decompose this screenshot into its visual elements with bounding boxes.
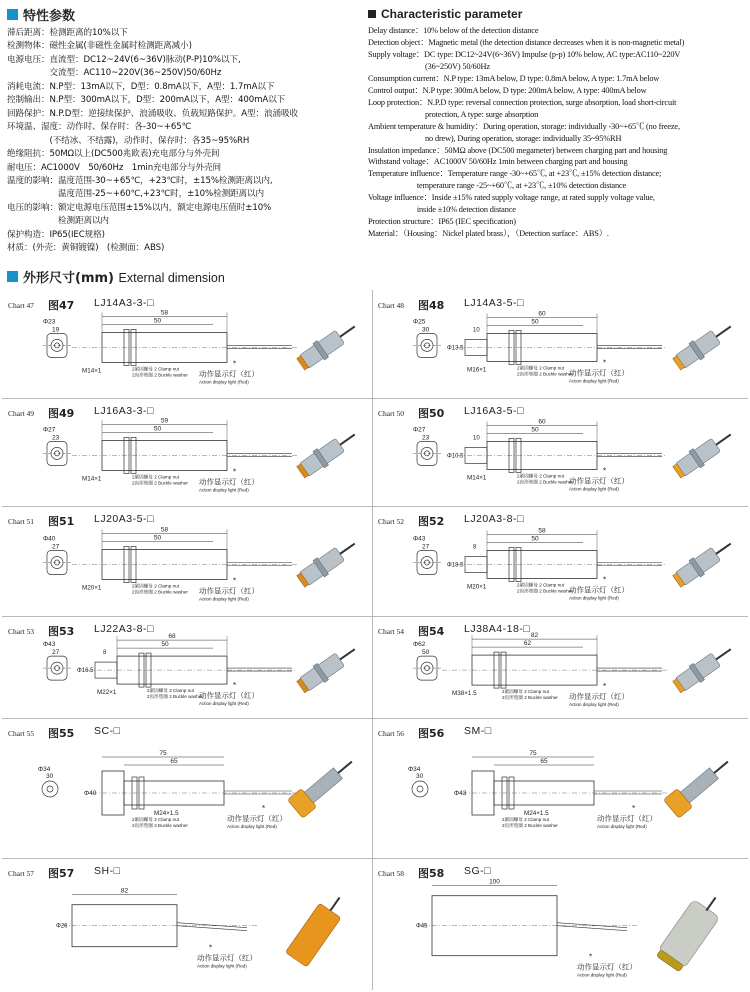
end-view (412, 781, 428, 797)
dimension-cell (2, 506, 372, 616)
dimension-drawing (2, 398, 372, 506)
clamp-nut-label: 2紧固螺母 2 Clamp nut (517, 365, 564, 371)
overall-length-label: 82 (530, 632, 539, 640)
sensor-photo (671, 318, 737, 372)
washer-label: 2齿形垫圈 2 Buckle washer (147, 694, 203, 700)
spec-line-cn: 检测距离以内 (7, 216, 109, 227)
sensor-body (87, 636, 297, 687)
star-mark: * (233, 681, 237, 691)
sensor-photo (295, 426, 361, 480)
action-light-label-cn: 动作显示灯（红） (197, 953, 257, 963)
chart-number: Chart 57 (8, 869, 35, 878)
dimension-title-en: External dimension (118, 271, 225, 285)
action-light-label-en: Action display light (Red) (569, 595, 619, 601)
action-light-label-en: Action display light (Red) (199, 596, 249, 602)
body-diameter-label: Φ26 (56, 923, 68, 930)
washer-label: 2齿形垫圈 2 Buckle washer (502, 695, 558, 701)
thread-length-label: 65 (170, 758, 178, 765)
spec-line-cn: 回路保护：N.P.D型：逆接续保护、浪涌吸收、负载短路保护。A型：浪涌吸收 (7, 108, 298, 119)
thread-spec-label: M24×1.5 (524, 810, 549, 817)
dimension-section-header (7, 267, 225, 286)
chart-number: Chart 52 (378, 517, 405, 526)
action-light-label-cn: 动作显示灯（红） (569, 585, 629, 595)
action-light-label-en: Action display light (Red) (197, 963, 247, 969)
sensor-photo (671, 426, 737, 480)
spec-title-cn: 特性参数 (23, 9, 76, 24)
chart-number: Chart 55 (8, 729, 35, 738)
thread-length-label: 50 (531, 426, 539, 434)
sensing-length-label: 8 (473, 544, 477, 551)
star-mark: * (632, 804, 636, 813)
star-mark: * (603, 466, 607, 476)
chart-number: Chart 48 (378, 301, 405, 310)
thread-spec-label: M14×1 (82, 367, 102, 375)
spec-line-en: Material：（Housing：Nickel plated brass），（Detection surface：ABS）. (368, 229, 609, 239)
action-light-label-en: Action display light (Red) (199, 487, 249, 493)
washer-label: 2齿形垫圈 2 Buckle washer (132, 480, 188, 486)
thread-spec-label: M16×1 (467, 366, 487, 374)
end-view (413, 656, 441, 680)
chart-number: Chart 49 (8, 409, 35, 418)
figure-number: 图50 (418, 407, 445, 420)
figure-number: 图56 (418, 727, 445, 740)
figure-number: 图47 (48, 299, 75, 312)
clamp-nut-label: 2紧固螺母 2 Clamp nut (502, 817, 549, 822)
dimension-drawing (2, 290, 372, 398)
spec-line-cn: 控制输出：N.P型：300mA以下，D型：200mA以下，A型：400mA以下 (7, 95, 286, 106)
dimension-drawing (372, 398, 748, 506)
clamp-nut-label: 2紧固螺母 2 Clamp nut (132, 366, 179, 372)
spec-line-cn: 环境温、湿度：动作时、保存时：各-30~+65℃ (7, 122, 192, 133)
star-mark: * (209, 943, 213, 953)
spec-line-en: Consumption current：N.P type: 13mA below, D type: 0.8mA below, A type: 1.7mA below (368, 73, 660, 83)
sensing-diameter-label: Φ18.5 (447, 562, 464, 569)
dimension-drawing (2, 858, 372, 992)
action-light-label-en: Action display light (Red) (569, 378, 619, 384)
spec-list-cn (7, 27, 357, 256)
spec-section-header-en (368, 7, 522, 21)
overall-length-label: 75 (159, 750, 167, 757)
sensor-photo (671, 641, 737, 695)
spec-line-en: Delay distance：10% below of the detection distance (368, 26, 539, 35)
sensor-body (442, 635, 667, 688)
inner-dimension-label: 30 (46, 773, 54, 780)
spec-line-en: Protection structure：IP65 (IEC specification) (368, 217, 516, 227)
dimension-drawing (372, 290, 748, 398)
star-mark: * (589, 952, 593, 962)
thread-spec-label: M20×1 (82, 584, 102, 592)
action-light-label-cn: 动作显示灯（红） (227, 814, 287, 823)
overall-length-label: 68 (168, 633, 176, 641)
dimension-cell (2, 858, 372, 992)
sensor-photo (287, 752, 359, 818)
outer-diameter-label: Φ27 (43, 426, 56, 434)
sensor-body (422, 886, 637, 956)
model-number: LJ14A3-3-□ (94, 297, 154, 309)
action-light-label-en: Action display light (Red) (597, 824, 647, 829)
spec-line-en: protection, A type: surge absorption (368, 109, 539, 119)
figure-number: 图52 (418, 515, 445, 528)
overall-length-label: 82 (120, 887, 129, 895)
dimension-drawing (372, 616, 748, 718)
spec-line-cn: 绝缘阻抗：50MΩ以上(DC500兆欧表)充电部分与外壳间 (7, 149, 220, 160)
end-view (43, 333, 71, 357)
chart-number: Chart 56 (378, 729, 405, 738)
sensing-diameter-label: Φ16.5 (77, 668, 94, 675)
thread-spec-label: M22×1 (97, 689, 117, 697)
outer-diameter-label: Φ43 (43, 641, 56, 649)
outer-diameter-label: Φ23 (43, 318, 56, 326)
spec-line-en: Ambient temperature & humidity：During operation, storage: individually -30~+65℃ (no freeze, (368, 121, 680, 131)
action-light-label-en: Action display light (Red) (569, 702, 619, 708)
outer-diameter-label: Φ40 (43, 535, 56, 543)
action-light-label-en: Action display light (Red) (227, 824, 277, 829)
spec-line-en: Supply voltage：DC type: DC12~24V(6~36V) Impulse (p-p) 10% below, AC type:AC110~220V (368, 49, 681, 59)
thread-length-label: 62 (523, 640, 532, 648)
sensor-body (72, 420, 297, 473)
spec-line-en: no drew), During operation, storage: individually 35~95%RH (368, 133, 622, 143)
inner-dimension-label: 23 (422, 434, 430, 442)
model-number: LJ16A3-3-□ (94, 405, 154, 417)
spec-line-cn: 检测物体：磁性金属(非磁性金属时检测距离减小) (7, 41, 192, 52)
overall-length-label: 100 (489, 878, 500, 886)
action-light-label-cn: 动作显示灯（红） (199, 369, 259, 379)
model-number: LJ20A3-5-□ (94, 513, 154, 525)
thread-length-label: 50 (153, 425, 162, 433)
action-light-label-cn: 动作显示灯（红） (569, 368, 629, 378)
figure-number: 图49 (48, 407, 75, 420)
overall-length-label: 58 (538, 527, 546, 535)
star-mark: * (603, 358, 607, 368)
body-diameter-label: Φ40 (84, 790, 97, 797)
outer-diameter-label: Φ34 (408, 766, 421, 773)
end-view (413, 333, 441, 357)
sensing-length-label: 10 (473, 435, 480, 442)
model-number: SM-□ (464, 725, 492, 737)
section-square-icon (7, 9, 18, 20)
spec-line-cn: 交流型：AC110~220V(36~250V)50/60Hz (7, 68, 222, 79)
sensor-body (92, 757, 297, 815)
thread-length-label: 50 (153, 534, 162, 542)
outer-diameter-label: Φ27 (413, 426, 426, 434)
model-number: SG-□ (464, 865, 492, 877)
spec-line-en: Detection object：Magnetic metal (the detection distance decreases when it is non-magnetic metal) (368, 37, 685, 47)
sensing-length-label: 10 (473, 327, 480, 334)
spec-line-cn: 电压的影响：额定电源电压范围±15%以内，额定电源电压值时±10% (7, 202, 272, 213)
washer-label: 2齿形垫圈 2 Buckle washer (517, 479, 573, 485)
dimension-drawing (372, 506, 748, 616)
clamp-nut-label: 2紧固螺母 2 Clamp nut (147, 688, 194, 694)
spec-line-en: (36~250V) 50/60Hz (368, 61, 490, 71)
star-mark: * (233, 576, 237, 586)
washer-label: 2齿形垫圈 2 Buckle washer (517, 371, 573, 377)
spec-line-cn: 消耗电流：N.P型：13mA以下，D型：0.8mA以下，A型：1.7mA以下 (7, 81, 275, 92)
sensor-body (457, 313, 667, 364)
spec-section-header-cn (7, 5, 75, 24)
body-diameter-label: Φ45 (416, 923, 428, 930)
clamp-nut-label: 2紧固螺母 2 Clamp nut (132, 583, 179, 589)
spec-line-cn: (不结冰、不结露)，动作时、保存时：各35~95%RH (7, 135, 250, 146)
end-view (413, 441, 441, 465)
sensing-diameter-label: Φ13.5 (447, 345, 464, 352)
chart-number: Chart 54 (378, 627, 405, 636)
dimension-cell (372, 506, 748, 616)
sensor-photo (655, 888, 728, 974)
spec-list-en (368, 25, 746, 240)
dimension-drawing (2, 506, 372, 616)
clamp-nut-label: 2紧固螺母 2 Clamp nut (517, 582, 564, 588)
dimension-cell (372, 290, 748, 398)
action-light-label-cn: 动作显示灯（红） (577, 962, 637, 972)
spec-line-cn: 耐电压：AC1000V 50/60Hz 1min充电部分与外壳间 (7, 162, 222, 173)
spec-line-cn: 温度范围-25~+60℃,+23℃时，±10%检测距离以内 (7, 189, 265, 200)
star-mark: * (233, 359, 237, 369)
inner-dimension-label: 19 (52, 326, 60, 334)
spec-line-cn: 滞后距离：检测距离的10%以下 (7, 28, 128, 38)
overall-length-label: 58 (160, 526, 169, 534)
sensor-photo (295, 318, 361, 372)
sensor-body (462, 757, 667, 815)
clamp-nut-label: 2紧固螺母 2 Clamp nut (517, 473, 564, 479)
overall-length-label: 58 (160, 309, 169, 317)
clamp-nut-label: 2紧固螺母 2 Clamp nut (502, 689, 549, 695)
dimension-cell (372, 718, 748, 858)
action-light-label-cn: 动作显示灯（红） (569, 476, 629, 486)
sensor-photo (671, 535, 737, 589)
action-light-label-cn: 动作显示灯（红） (199, 691, 259, 701)
dimension-drawing (2, 718, 372, 858)
spec-line-en: Temperature influence：Temperature range -30~+65℃, at +23℃, ±15% detection distance; (368, 169, 662, 179)
overall-length-label: 59 (160, 417, 169, 425)
star-mark: * (233, 467, 237, 477)
star-mark: * (603, 575, 607, 585)
thread-length-label: 50 (161, 641, 169, 649)
dimension-title-cn: 外形尺寸(mm) (23, 271, 114, 286)
spec-line-en: Control output：N.P type: 300mA below, D type: 200mA below, A type: 400mA below (368, 85, 647, 95)
action-light-label-cn: 动作显示灯（红） (199, 586, 259, 596)
action-light-label-cn: 动作显示灯（红） (597, 814, 657, 823)
outer-diameter-label: Φ34 (38, 766, 51, 773)
sensor-body (457, 421, 667, 472)
star-mark: * (603, 682, 607, 692)
sensor-photo (663, 752, 735, 818)
inner-dimension-label: 27 (422, 543, 430, 551)
end-view (43, 551, 71, 575)
inner-dimension-label: 27 (52, 543, 60, 551)
inner-dimension-label: 23 (52, 434, 60, 442)
dimension-cell (2, 718, 372, 858)
sensing-diameter-label: Φ10.5 (447, 453, 464, 460)
spec-line-cn: 保护构造：IP65(IEC规格) (7, 229, 105, 240)
dimension-cell (372, 858, 748, 992)
washer-label: 2齿形垫圈 2 Buckle washer (132, 589, 188, 595)
model-number: SC-□ (94, 725, 121, 737)
washer-label: 2齿形垫圈 2 Buckle washer (502, 823, 558, 828)
action-light-label-en: Action display light (Red) (569, 486, 619, 492)
spec-line-en: inside ±10% detection distance (368, 205, 516, 215)
washer-label: 2齿形垫圈 2 Buckle washer (517, 588, 573, 594)
action-light-label-en: Action display light (Red) (199, 379, 249, 385)
thread-length-label: 50 (531, 535, 539, 543)
thread-spec-label: M20×1 (467, 583, 487, 591)
end-view (43, 656, 71, 680)
end-view (43, 441, 71, 465)
dimension-drawing (372, 858, 748, 992)
overall-length-label: 60 (538, 418, 546, 426)
inner-dimension-label: 50 (422, 649, 430, 657)
sensor-photo (295, 641, 361, 695)
action-light-label-cn: 动作显示灯（红） (569, 692, 629, 702)
model-number: SH-□ (94, 865, 121, 877)
inner-dimension-label: 27 (52, 649, 60, 657)
thread-spec-label: M38×1.5 (452, 690, 477, 698)
action-light-label-cn: 动作显示灯（红） (199, 477, 259, 487)
clamp-nut-label: 2紧固螺母 2 Clamp nut (132, 474, 179, 480)
thread-spec-label: M14×1 (82, 475, 102, 483)
chart-number: Chart 51 (8, 517, 35, 526)
model-number: LJ16A3-5-□ (464, 405, 524, 417)
model-number: LJ38A4-18-□ (464, 623, 531, 635)
inner-dimension-label: 30 (422, 326, 430, 334)
thread-length-label: 50 (531, 318, 539, 326)
spec-line-en: temperature range -25~+60℃, at +23℃, ±10% detection distance (368, 181, 627, 191)
end-view (413, 551, 441, 575)
spec-line-cn: 电源电压：直流型：DC12~24V(6~36V)脉动(P-P)10%以下, (7, 54, 241, 65)
sensor-photo (295, 535, 361, 589)
figure-number: 图54 (418, 625, 445, 638)
chart-number: Chart 58 (378, 869, 405, 878)
dimension-cell (2, 290, 372, 398)
thread-spec-label: M24×1.5 (154, 810, 179, 817)
action-light-label-en: Action display light (Red) (577, 972, 627, 978)
sensor-photo (285, 890, 350, 967)
dimension-drawing (2, 616, 372, 718)
spec-line-cn: 材质：(外壳：黄铜镀镍) (检测面：ABS) (7, 243, 165, 254)
star-mark: * (262, 804, 266, 813)
spec-line-en: Voltage influence：Inside ±15% rated supply voltage range, at rated supply voltage value, (368, 193, 655, 203)
chart-number: Chart 50 (378, 409, 405, 418)
thread-length-label: 65 (540, 758, 548, 765)
sensor-body (62, 895, 257, 947)
sensor-body (72, 312, 297, 365)
action-light-label-en: Action display light (Red) (199, 701, 249, 707)
model-number: LJ22A3-8-□ (94, 623, 154, 635)
figure-number: 图55 (48, 727, 75, 740)
chart-number: Chart 47 (8, 301, 35, 310)
end-view (42, 781, 58, 797)
figure-number: 图51 (48, 515, 75, 528)
spec-line-en: Loop protection：N.P.D type: reversal connection protection, surge absorption, load short-circuit (368, 97, 677, 107)
section-square-icon (7, 271, 18, 282)
model-number: LJ20A3-8-□ (464, 513, 524, 525)
spec-line-cn: 温度的影响：温度范围-30~+65℃，+23℃时，±15%检测距离以内, (7, 175, 273, 186)
thread-length-label: 50 (153, 317, 162, 325)
dimension-cell (2, 616, 372, 718)
outer-diameter-label: Φ43 (413, 535, 426, 543)
outer-diameter-label: Φ62 (413, 641, 426, 649)
thread-spec-label: M14×1 (467, 474, 487, 482)
figure-number: 图53 (48, 625, 75, 638)
dimension-cell (372, 398, 748, 506)
clamp-nut-label: 2紧固螺母 2 Clamp nut (132, 817, 179, 822)
dimension-cell (372, 616, 748, 718)
washer-label: 2齿形垫圈 2 Buckle washer (132, 372, 188, 378)
dimension-drawing (372, 718, 748, 858)
figure-number: 图57 (48, 867, 75, 880)
body-diameter-label: Φ43 (454, 790, 467, 797)
figure-number: 图58 (418, 867, 445, 880)
model-number: LJ14A3-5-□ (464, 297, 524, 309)
spec-line-en: Insulation impedance：50MΩ above (DC500 megameter) between charging part and housing (368, 145, 668, 155)
overall-length-label: 75 (529, 750, 537, 757)
figure-number: 图48 (418, 299, 445, 312)
sensor-body (457, 531, 667, 582)
section-square-icon (368, 10, 376, 18)
overall-length-label: 60 (538, 310, 546, 318)
outer-diameter-label: Φ25 (413, 318, 426, 326)
sensing-length-label: 8 (103, 650, 107, 657)
dimension-cell (2, 398, 372, 506)
inner-dimension-label: 30 (416, 773, 424, 780)
sensor-body (72, 530, 297, 583)
spec-title-en: Characteristic parameter (381, 7, 523, 21)
spec-line-en: Withstand voltage：AC1000V 50/60Hz 1min between charging part and housing (368, 157, 628, 167)
washer-label: 2齿形垫圈 2 Buckle washer (132, 823, 188, 828)
chart-number: Chart 53 (8, 627, 35, 636)
